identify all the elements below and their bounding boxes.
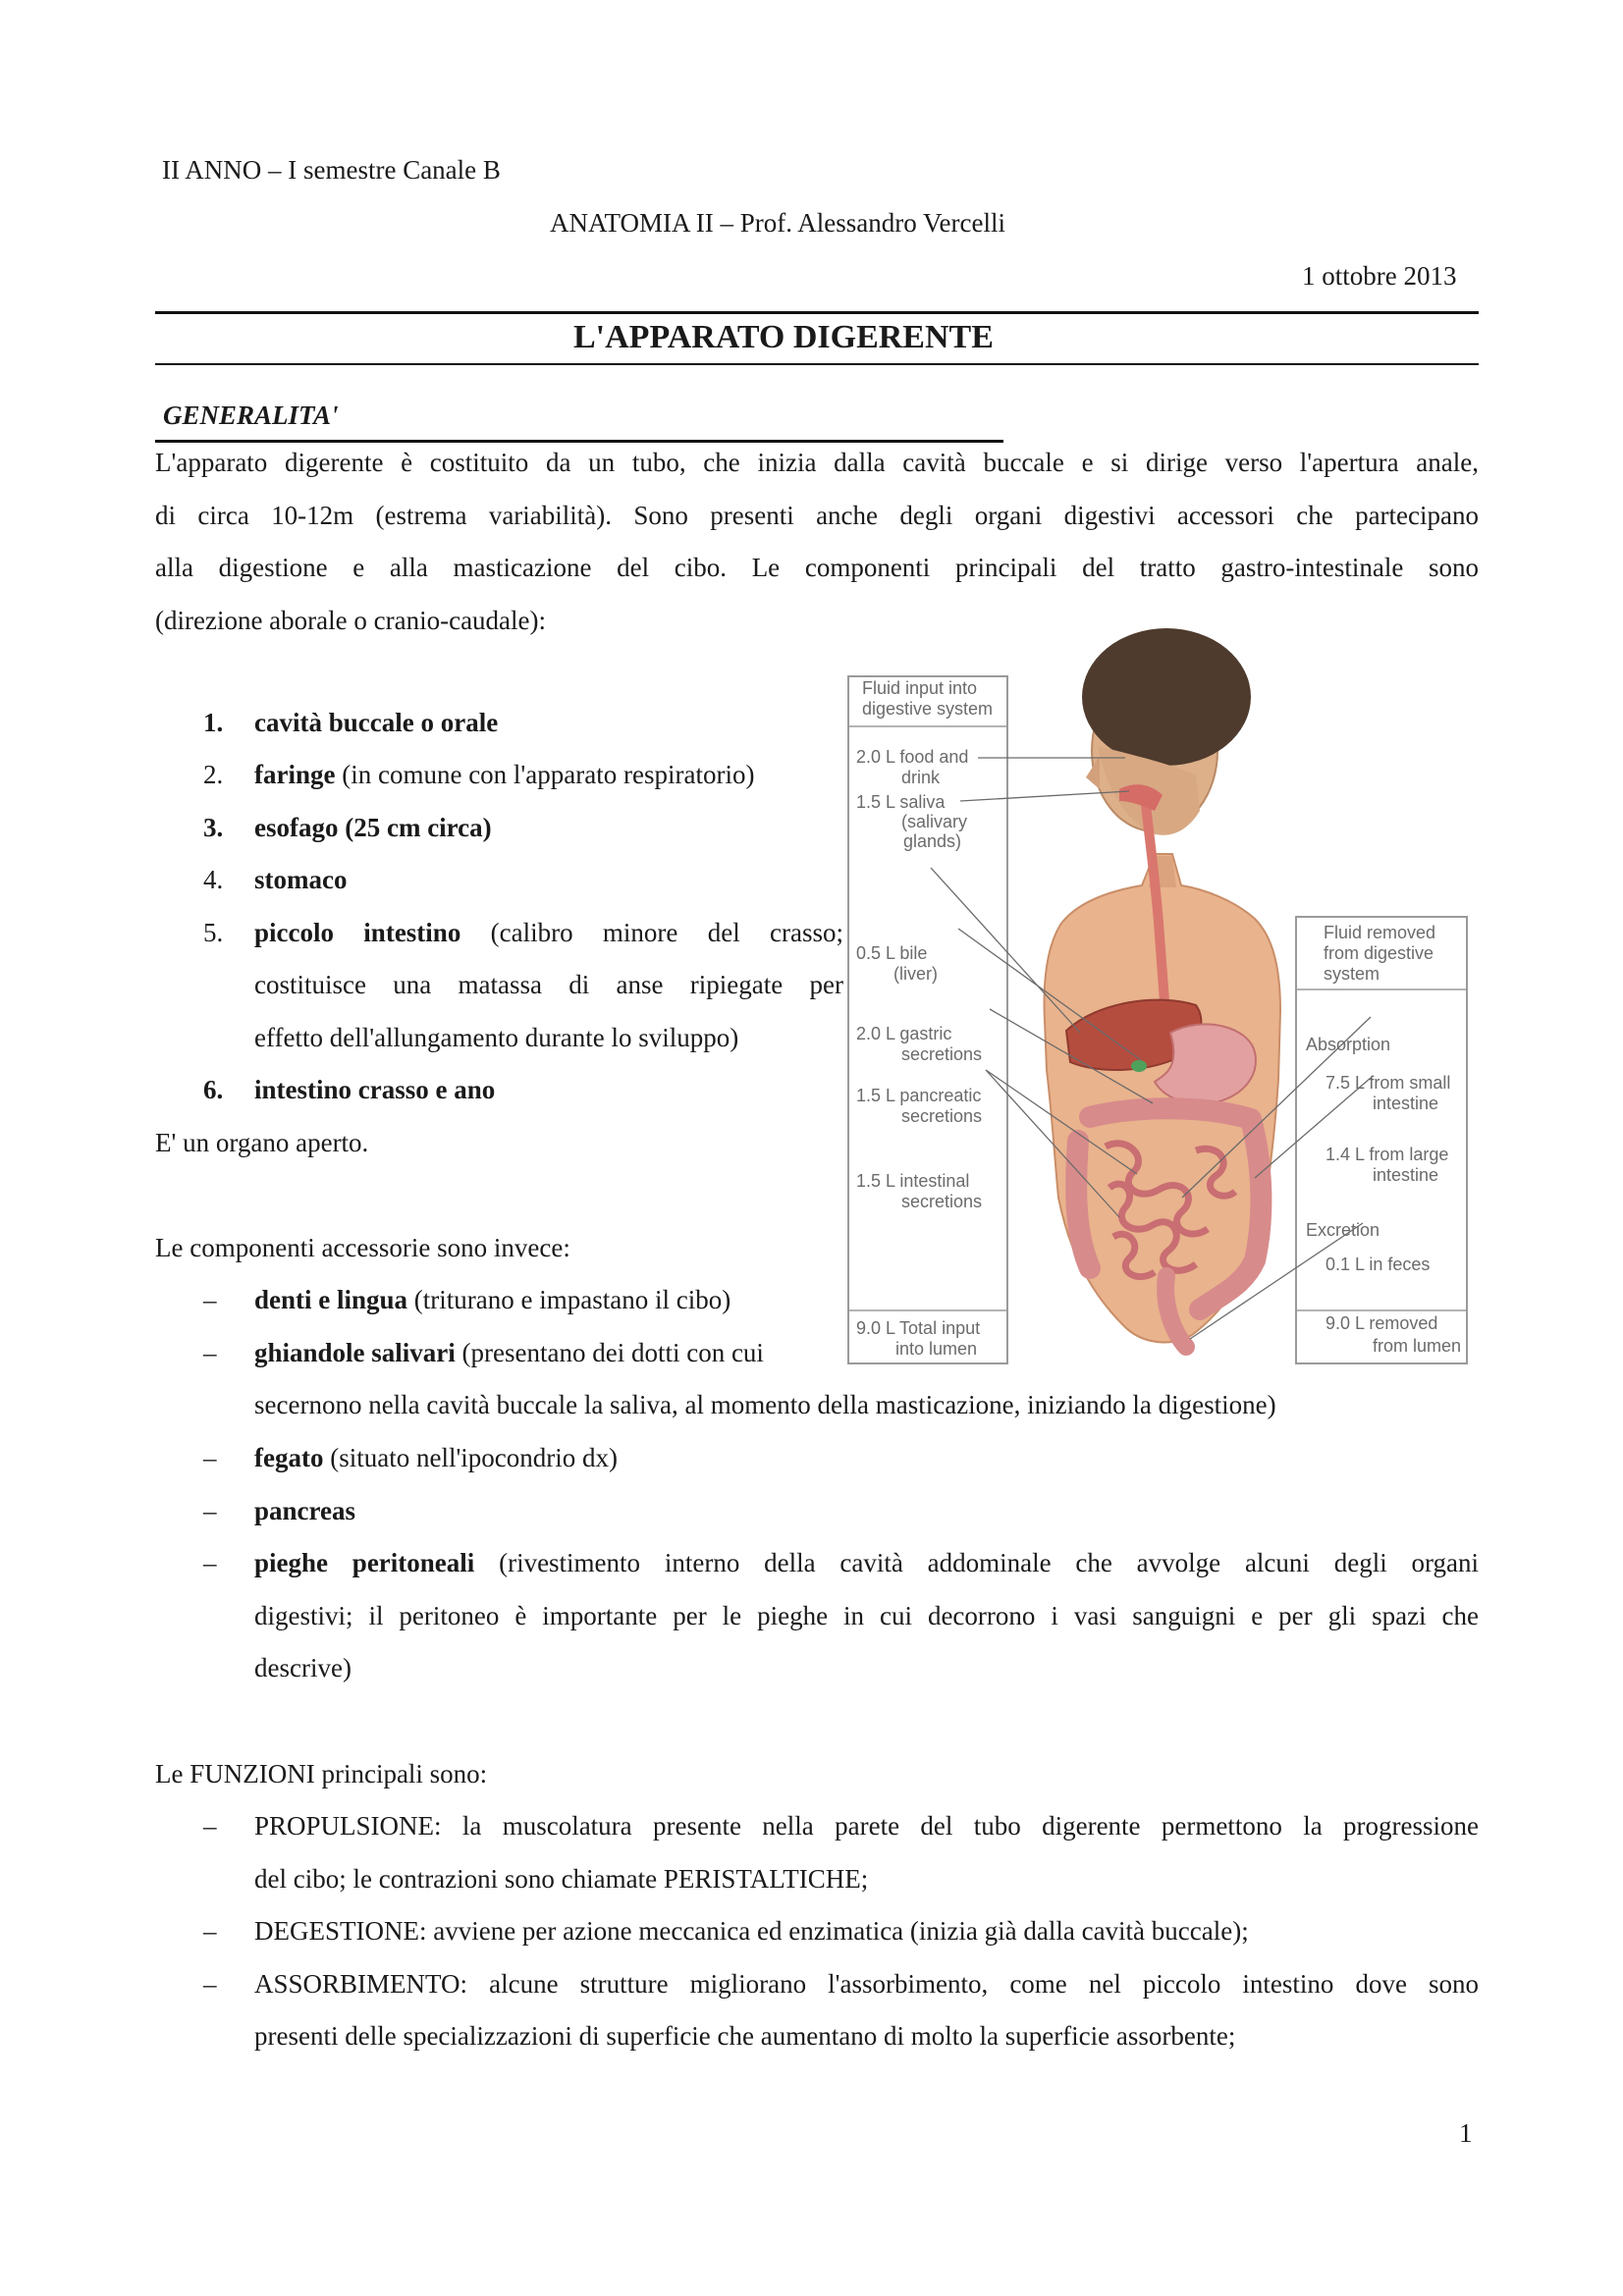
fig-label: intestine	[1373, 1165, 1439, 1185]
section-heading: GENERALITA'	[163, 400, 339, 430]
fig-label: 2.0 L food and	[856, 747, 969, 767]
fig-label: 7.5 L from small	[1325, 1073, 1451, 1093]
fig-label: Fluid removed	[1324, 923, 1436, 942]
list-item: pieghe peritoneali (rivestimento interno della cavità addominale che avvolge alcuni degli organi	[254, 1548, 1479, 1577]
fig-label: 1.5 L pancreatic	[856, 1086, 982, 1105]
title-bottom-rule	[155, 363, 1479, 365]
fig-label: 9.0 L removed	[1325, 1313, 1438, 1333]
fluid-removed-panel	[1296, 917, 1467, 1363]
list-dash: –	[203, 1338, 217, 1367]
fig-label: 1.4 L from large	[1325, 1145, 1449, 1164]
list-item: ASSORBIMENTO: alcune strutture migliorano l'assorbimento, come nel piccolo intestino dove sono	[254, 1969, 1479, 1999]
list-item: DEGESTIONE: avviene per azione meccanica ed enzimatica (inizia già dalla cavità buccale);	[254, 1916, 1249, 1946]
date: 1 ottobre 2013	[1302, 261, 1457, 291]
fig-label: drink	[901, 768, 941, 787]
list-item: ghiandole salivari (presentano dei dotti con cui	[254, 1338, 764, 1367]
fig-label: Fluid input into	[862, 678, 978, 698]
fig-label: 0.5 L bile	[856, 943, 928, 963]
heading-underline	[155, 440, 1003, 443]
list-item: pancreas	[254, 1496, 356, 1525]
list-item-continuation: descrive)	[254, 1653, 352, 1682]
intro-line-4: (direzione aborale o cranio-caudale):	[155, 606, 547, 635]
list-item: intestino crasso e ano	[254, 1075, 496, 1104]
list-number: 2.	[203, 760, 224, 789]
digestive-system-figure	[842, 609, 1473, 1366]
fig-label: (liver)	[893, 964, 938, 984]
list-number: 5.	[203, 918, 224, 947]
human-torso-illustration	[1045, 628, 1280, 1347]
fig-label: Absorption	[1306, 1035, 1391, 1054]
fig-label: 0.1 L in feces	[1325, 1255, 1431, 1274]
fig-label: system	[1324, 964, 1380, 984]
list-item-continuation: digestivi; il peritoneo è importante per le pieghe in cui decorrono i vasi sanguigni e per gli spazi che	[254, 1601, 1479, 1630]
list-dash: –	[203, 1548, 217, 1577]
list-item: esofago (25 cm circa)	[254, 813, 492, 842]
page-title: L'APPARATO DIGERENTE	[573, 319, 994, 355]
list-item: fegato (situato nell'ipocondrio dx)	[254, 1443, 619, 1472]
list-item: denti e lingua (triturano e impastano il cibo)	[254, 1285, 731, 1314]
list-item-continuation: presenti delle specializzazioni di superficie che aumentano di molto la superficie assorbente;	[254, 2021, 1236, 2051]
list-item: faringe (in comune con l'apparato respiratorio)	[254, 760, 755, 789]
fig-label: (salivary	[901, 812, 968, 831]
fig-label: 9.0 L Total input	[856, 1318, 981, 1338]
list-number: 1.	[203, 708, 224, 737]
fig-label: secretions	[901, 1192, 983, 1211]
fig-label: secretions	[901, 1106, 983, 1126]
list-number: 3.	[203, 813, 224, 842]
page-number: 1	[1459, 2118, 1473, 2148]
list-dash: –	[203, 1496, 217, 1525]
course-line: II ANNO – I semestre Canale B	[162, 155, 501, 185]
list-item-continuation: effetto dell'allungamento durante lo sviluppo)	[254, 1023, 739, 1052]
list-item-continuation: del cibo; le contrazioni sono chiamate PERISTALTICHE;	[254, 1864, 869, 1894]
list-item: PROPULSIONE: la muscolatura presente nella parete del tubo digerente permettono la progressione	[254, 1811, 1479, 1841]
hair	[1082, 628, 1251, 766]
fig-label: Excretion	[1306, 1220, 1380, 1240]
list-dash: –	[203, 1811, 217, 1841]
fig-label: glands)	[903, 831, 962, 851]
list-dash: –	[203, 1443, 217, 1472]
list-item-continuation: secernono nella cavità buccale la saliva, al momento della masticazione, iniziando la digestione)	[254, 1390, 1276, 1419]
fig-label: intestine	[1373, 1094, 1439, 1113]
list-dash: –	[203, 1969, 217, 1999]
fig-label: from digestive	[1324, 943, 1434, 963]
open-organ-text: E' un organo aperto.	[155, 1128, 369, 1157]
gallbladder	[1131, 1060, 1147, 1072]
list-item: cavità buccale o orale	[254, 708, 499, 737]
fig-label: 1.5 L intestinal	[856, 1171, 970, 1191]
subject-line: ANATOMIA II – Prof. Alessandro Vercelli	[550, 208, 1005, 238]
list-dash: –	[203, 1285, 217, 1314]
fig-label: digestive system	[862, 699, 994, 719]
list-item-continuation: costituisce una matassa di anse ripiegate per	[254, 970, 843, 999]
fig-label: into lumen	[895, 1339, 978, 1359]
list-number: 6.	[203, 1075, 224, 1104]
fig-label: 1.5 L saliva	[856, 792, 946, 812]
list-item: stomaco	[254, 865, 348, 894]
list-number: 4.	[203, 865, 224, 894]
title-top-rule	[155, 311, 1479, 314]
intro-line-3: alla digestione e alla masticazione del cibo. Le componenti principali del tratto gastro-intestinale sono	[155, 553, 1479, 582]
accessory-intro: Le componenti accessorie sono invece:	[155, 1233, 570, 1262]
intro-line-2: di circa 10-12m (estrema variabilità). Sono presenti anche degli organi digestivi accessori che partecipano	[155, 501, 1479, 530]
functions-intro: Le FUNZIONI principali sono:	[155, 1759, 488, 1789]
fig-label: from lumen	[1373, 1336, 1462, 1356]
list-dash: –	[203, 1916, 217, 1946]
list-item: piccolo intestino (calibro minore del crasso;	[254, 918, 843, 947]
intro-line-1: L'apparato digerente è costituito da un tubo, che inizia dalla cavità buccale e si dirige verso l'apertura anale,	[155, 448, 1479, 477]
fig-label: 2.0 L gastric	[856, 1024, 952, 1043]
fig-label: secretions	[901, 1044, 983, 1064]
